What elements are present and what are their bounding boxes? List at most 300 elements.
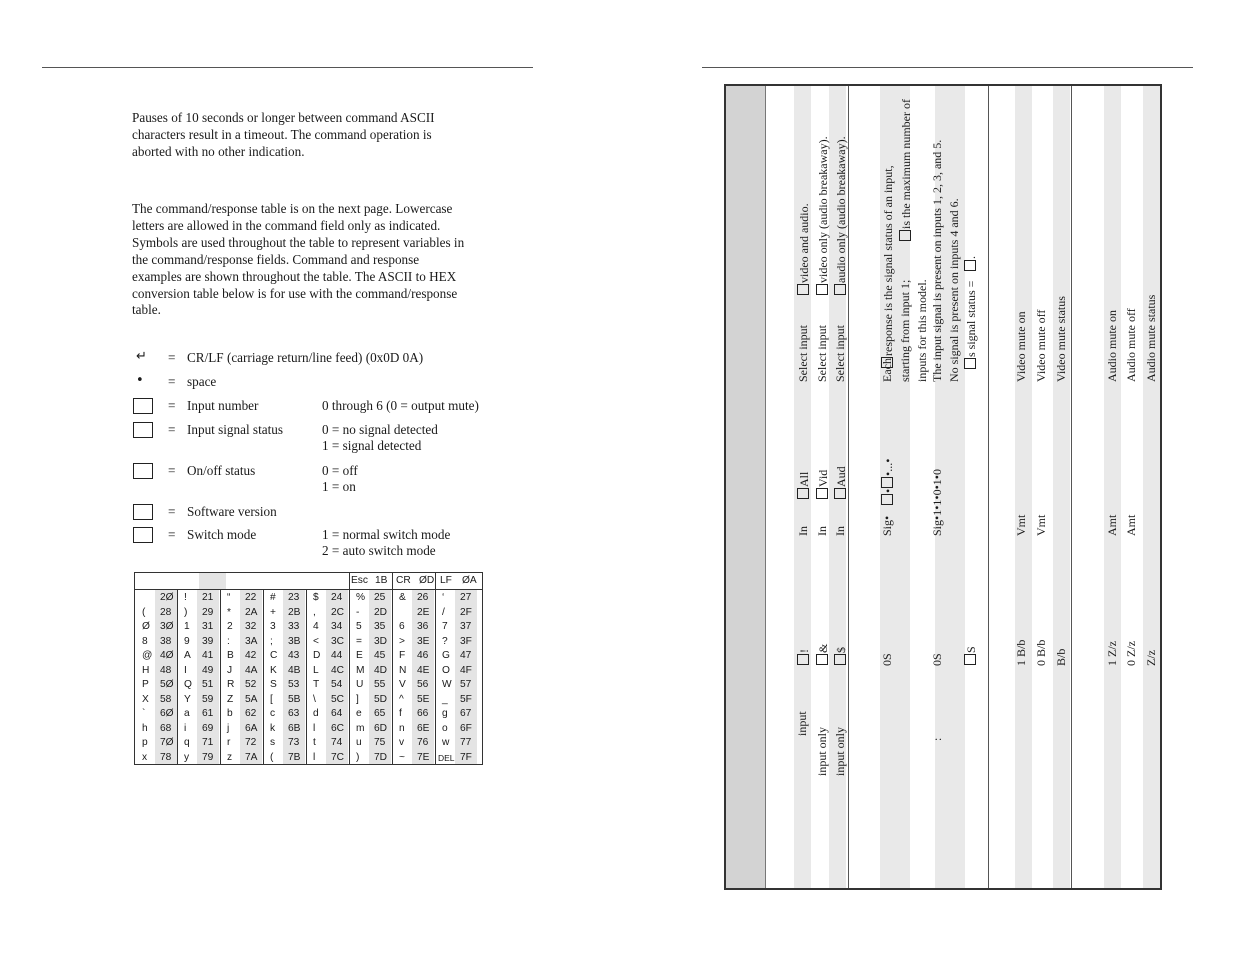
ascii-char-cell: s bbox=[270, 737, 276, 748]
ascii-hex-cell: 5C bbox=[331, 693, 345, 705]
legend-name: On/off status bbox=[187, 463, 256, 478]
ascii-char-cell: i bbox=[184, 722, 187, 734]
cell-text: : bbox=[930, 737, 944, 741]
ascii-hex-cell: 7D bbox=[374, 751, 388, 763]
ascii-char-cell: V bbox=[399, 679, 406, 690]
paragraph-line: letters are allowed in the command field only as indicated. bbox=[132, 217, 441, 233]
ascii-hex-cell: 3D bbox=[374, 635, 388, 647]
ascii-hex-cell: 23 bbox=[288, 592, 300, 603]
ascii-hex-cell: 7A bbox=[245, 751, 258, 763]
rotated-text bbox=[881, 516, 894, 536]
ascii-hex-cell: 6E bbox=[417, 722, 430, 734]
table-intro-paragraph bbox=[132, 201, 532, 319]
rotated-text bbox=[834, 727, 847, 776]
legend-name: CR/LF (carriage return/line feed) (0x0D 0A) bbox=[187, 350, 424, 365]
cell-text: Select input bbox=[815, 325, 829, 382]
cell-text: S bbox=[964, 646, 978, 653]
ascii-char-cell: J bbox=[227, 664, 233, 676]
ascii-hex-cell: 5Ø bbox=[160, 679, 174, 690]
ascii-hex-cell: 6Ø bbox=[160, 708, 174, 719]
variable-box-icon bbox=[816, 654, 828, 665]
variable-box-icon bbox=[797, 488, 809, 499]
section-divider bbox=[988, 86, 989, 888]
cell-text: 0S bbox=[880, 653, 894, 666]
box-icon bbox=[132, 463, 154, 479]
ascii-char-cell: k bbox=[270, 722, 276, 734]
ascii-header-cell: CR bbox=[396, 575, 411, 586]
row-shade-band bbox=[1053, 86, 1070, 888]
ascii-hex-cell: 7C bbox=[331, 751, 345, 763]
legend-equals: = bbox=[168, 463, 176, 478]
rotated-text bbox=[948, 198, 961, 382]
ascii-char-cell: p bbox=[142, 737, 148, 748]
rotated-text bbox=[1106, 310, 1119, 382]
paragraph-line: Symbols are used throughout the table to represent variables in bbox=[132, 234, 465, 250]
rotated-text bbox=[931, 738, 944, 741]
rotated-text bbox=[899, 280, 912, 382]
ascii-hex-cell: 68 bbox=[160, 722, 172, 734]
ascii-hex-cell: 6F bbox=[460, 722, 472, 734]
cell-text: input bbox=[795, 711, 809, 736]
legend-name: Software version bbox=[187, 504, 277, 519]
table-header-band bbox=[726, 86, 766, 888]
ascii-char-cell: h bbox=[142, 722, 148, 734]
ascii-hex-cell: 62 bbox=[245, 708, 257, 719]
ascii-char-cell: : bbox=[227, 635, 230, 647]
ascii-char-cell: r bbox=[227, 737, 231, 748]
rotated-text bbox=[797, 472, 811, 500]
ascii-header-cell: Esc bbox=[351, 575, 368, 586]
ascii-hex-cell: 27 bbox=[460, 592, 472, 603]
cell-text: Vid bbox=[816, 469, 830, 487]
ascii-hex-cell: 43 bbox=[288, 650, 300, 661]
rotated-text bbox=[964, 646, 978, 666]
legend-equals: = bbox=[168, 504, 176, 519]
variable-box-icon bbox=[797, 654, 809, 665]
rotated-text bbox=[797, 203, 811, 296]
ascii-hex-cell: 79 bbox=[202, 751, 214, 763]
ascii-column-divider bbox=[392, 573, 393, 764]
variable-box-icon bbox=[964, 654, 976, 665]
ascii-hex-cell: 74 bbox=[331, 737, 343, 748]
ascii-char-cell: ( bbox=[142, 606, 146, 618]
ascii-hex-cell: 4A bbox=[245, 664, 258, 676]
ascii-hex-cell: 2Ø bbox=[160, 592, 174, 603]
cell-text: Aud bbox=[834, 466, 848, 487]
legend-name: Input signal status bbox=[187, 422, 283, 437]
box-icon bbox=[132, 422, 154, 438]
ascii-hex-cell: 32 bbox=[245, 621, 257, 632]
paragraph-line: characters result in a timeout. The command operation is bbox=[132, 126, 432, 142]
ascii-char-cell: t bbox=[313, 737, 316, 748]
ascii-hex-table bbox=[134, 572, 483, 765]
cell-text: In bbox=[833, 526, 847, 536]
bullet-icon: • bbox=[136, 373, 144, 388]
ascii-hex-cell: 7F bbox=[460, 751, 472, 763]
rotated-text bbox=[881, 489, 895, 506]
ascii-char-cell: v bbox=[399, 737, 405, 748]
ascii-char-cell: + bbox=[270, 606, 276, 618]
ascii-char-cell: , bbox=[313, 606, 316, 618]
ascii-hex-cell: 72 bbox=[245, 737, 257, 748]
rotated-text bbox=[881, 165, 895, 369]
ascii-column-divider bbox=[435, 573, 436, 764]
rotated-text bbox=[931, 653, 944, 666]
ascii-char-cell: w bbox=[442, 737, 450, 748]
rotated-text bbox=[816, 727, 829, 776]
cell-text: s signal status = bbox=[964, 280, 978, 357]
rotated-text bbox=[834, 526, 847, 536]
rotated-text bbox=[1106, 515, 1119, 536]
rotated-text bbox=[816, 136, 830, 296]
variable-box-icon bbox=[881, 357, 893, 368]
ascii-hex-cell: 2A bbox=[245, 606, 258, 618]
ascii-char-cell: x bbox=[142, 751, 148, 763]
section-divider bbox=[1071, 86, 1072, 888]
ascii-hex-cell: 6C bbox=[331, 722, 345, 734]
paragraph-line: the command/response fields. Command and response bbox=[132, 251, 420, 267]
ascii-char-cell: O bbox=[442, 664, 450, 676]
ascii-char-cell: a bbox=[184, 708, 190, 719]
ascii-char-cell: R bbox=[227, 679, 235, 690]
ascii-column-divider bbox=[177, 590, 178, 764]
cell-text: 0 Z/z bbox=[1124, 641, 1138, 666]
cell-text: is the maximum number of bbox=[899, 99, 913, 229]
ascii-hex-cell: 47 bbox=[460, 650, 472, 661]
command-response-table bbox=[724, 84, 1162, 890]
ascii-hex-cell: 2E bbox=[417, 606, 430, 618]
ascii-hex-cell: 77 bbox=[460, 737, 472, 748]
ascii-char-cell: ^ bbox=[399, 693, 404, 705]
cell-text: $ bbox=[834, 647, 848, 653]
ascii-hex-cell: 5A bbox=[245, 693, 258, 705]
paragraph-line: conversion table below is for use with the command/response bbox=[132, 285, 458, 301]
ascii-char-cell: D bbox=[313, 650, 321, 661]
section-divider bbox=[848, 86, 849, 888]
rotated-text bbox=[834, 647, 848, 666]
ascii-column-divider bbox=[349, 573, 350, 764]
cell-text: inputs for this model. bbox=[915, 279, 929, 382]
legend-equals: = bbox=[168, 527, 176, 542]
rotated-text bbox=[1035, 640, 1048, 666]
cell-text: Z/z bbox=[1144, 650, 1158, 666]
ascii-char-cell: d bbox=[313, 708, 319, 719]
paragraph-line: table. bbox=[132, 302, 161, 318]
ascii-hex-cell: 45 bbox=[374, 650, 386, 661]
ascii-char-cell: l bbox=[313, 751, 316, 763]
ascii-column-divider bbox=[306, 590, 307, 764]
ascii-column-divider bbox=[220, 590, 221, 764]
ascii-hex-cell: 38 bbox=[160, 635, 172, 647]
cell-text: Audio mute off bbox=[1124, 308, 1138, 382]
ascii-hex-cell: 76 bbox=[417, 737, 429, 748]
ascii-char-cell: ) bbox=[184, 606, 188, 618]
rotated-text bbox=[1015, 515, 1028, 536]
ascii-char-cell: m bbox=[356, 722, 365, 734]
ascii-hex-cell: 5F bbox=[460, 693, 472, 705]
legend-name: space bbox=[187, 374, 217, 389]
rotated-text bbox=[816, 526, 829, 536]
rotated-text bbox=[816, 470, 830, 500]
ascii-char-cell: 5 bbox=[356, 621, 362, 632]
legend-value: 0 through 6 (0 = output mute) bbox=[322, 398, 479, 413]
ascii-char-cell: E bbox=[356, 650, 363, 661]
ascii-hex-cell: 69 bbox=[202, 722, 214, 734]
variable-box-icon bbox=[964, 358, 976, 369]
ascii-hex-cell: 55 bbox=[374, 679, 386, 690]
rotated-text bbox=[796, 711, 809, 736]
cell-text: input only bbox=[833, 726, 847, 776]
cell-text: Video mute status bbox=[1054, 296, 1068, 382]
ascii-hex-cell: 4E bbox=[417, 664, 430, 676]
legend-equals: = bbox=[168, 374, 176, 389]
ascii-hex-cell: 4Ø bbox=[160, 650, 174, 661]
rotated-text bbox=[1145, 650, 1158, 666]
rotated-text bbox=[797, 649, 811, 666]
ascii-char-cell: Z bbox=[227, 693, 234, 705]
rotated-text bbox=[1015, 640, 1028, 666]
ascii-char-cell: < bbox=[313, 635, 319, 647]
ascii-char-cell: n bbox=[399, 722, 405, 734]
cell-text: In bbox=[796, 526, 810, 536]
cell-text: 0 B/b bbox=[1034, 639, 1048, 666]
ascii-hex-cell: 3Ø bbox=[160, 621, 174, 632]
legend-value: 2 = auto switch mode bbox=[322, 543, 436, 558]
ascii-hex-cell: 2B bbox=[288, 606, 301, 618]
ascii-hex-cell: 33 bbox=[288, 621, 300, 632]
ascii-hex-cell: 6A bbox=[245, 722, 258, 734]
rotated-text bbox=[1106, 641, 1119, 666]
cell-text: •...• bbox=[881, 458, 895, 476]
ascii-hex-cell: 56 bbox=[417, 679, 429, 690]
rotated-text bbox=[881, 459, 895, 489]
ascii-char-cell: b bbox=[227, 708, 233, 719]
rotated-text bbox=[1035, 310, 1048, 382]
ascii-hex-cell: 54 bbox=[331, 679, 343, 690]
ascii-header-cell: ØA bbox=[462, 575, 477, 586]
legend-name: Switch mode bbox=[187, 527, 257, 542]
right-page-top-rule bbox=[702, 67, 1193, 68]
ascii-hex-cell: 57 bbox=[460, 679, 472, 690]
ascii-char-cell: Ø bbox=[142, 621, 150, 632]
ascii-char-cell: / bbox=[442, 606, 445, 618]
variable-box-icon bbox=[834, 488, 846, 499]
ascii-char-cell: 8 bbox=[142, 635, 148, 647]
ascii-hex-cell: 46 bbox=[417, 650, 429, 661]
ascii-char-cell: z bbox=[227, 751, 233, 763]
ascii-hex-cell: 7Ø bbox=[160, 737, 174, 748]
cell-text: B/b bbox=[1054, 648, 1068, 666]
cell-text: Each bbox=[880, 358, 894, 382]
ascii-hex-cell: 67 bbox=[460, 708, 472, 719]
ascii-hex-cell: 4C bbox=[331, 664, 345, 676]
return-arrow-icon: ↵ bbox=[136, 349, 147, 364]
ascii-hex-cell: 7E bbox=[417, 751, 430, 763]
ascii-hex-cell: 3C bbox=[331, 635, 345, 647]
ascii-hex-cell: 71 bbox=[202, 737, 214, 748]
variable-box-icon bbox=[964, 260, 976, 271]
ascii-hex-cell: 31 bbox=[202, 621, 214, 632]
paragraph-line: The command/response table is on the next page. Lowercase bbox=[132, 201, 453, 216]
ascii-hex-cell: 51 bbox=[202, 679, 214, 690]
cell-text: & bbox=[816, 643, 830, 653]
variable-box-icon bbox=[881, 494, 893, 505]
ascii-hex-cell: 7B bbox=[288, 751, 301, 763]
ascii-hex-cell: 6D bbox=[374, 722, 388, 734]
cell-text: response is the signal status of an input, bbox=[881, 165, 895, 356]
left-page-top-rule bbox=[42, 67, 533, 68]
variable-box-icon bbox=[899, 230, 911, 241]
ascii-hex-cell: 5B bbox=[288, 693, 301, 705]
ascii-char-cell: F bbox=[399, 650, 406, 661]
ascii-char-cell: [ bbox=[270, 693, 273, 705]
rotated-text bbox=[899, 99, 913, 242]
ascii-hex-cell: 42 bbox=[245, 650, 257, 661]
cell-text: Video mute off bbox=[1034, 309, 1048, 382]
cell-text: Select input bbox=[796, 325, 810, 382]
row-shade-band bbox=[1143, 86, 1160, 888]
ascii-char-cell: 1 bbox=[184, 621, 190, 632]
rotated-text bbox=[916, 279, 929, 382]
ascii-hex-cell: 36 bbox=[417, 621, 429, 632]
ascii-char-cell: ` bbox=[142, 708, 146, 719]
ascii-hex-cell: 3F bbox=[460, 635, 472, 647]
ascii-char-cell: L bbox=[313, 664, 319, 676]
rotated-text bbox=[1145, 295, 1158, 382]
ascii-hex-cell: 37 bbox=[460, 621, 472, 632]
ascii-char-cell: 6 bbox=[399, 621, 405, 632]
rotated-text bbox=[1125, 641, 1138, 666]
rotated-text bbox=[1125, 515, 1138, 536]
ascii-char-cell: u bbox=[356, 737, 362, 748]
ascii-char-cell: q bbox=[184, 737, 190, 748]
ascii-char-cell: - bbox=[356, 606, 360, 618]
variable-box-icon bbox=[834, 654, 846, 665]
cell-text: No signal is present on inputs 4 and 6. bbox=[947, 198, 961, 382]
rotated-text bbox=[816, 644, 830, 666]
rotated-text bbox=[834, 136, 848, 296]
rotated-text bbox=[797, 526, 810, 536]
rotated-text bbox=[931, 140, 944, 382]
ascii-char-cell: ! bbox=[184, 592, 187, 603]
paragraph-line: aborted with no other indication. bbox=[132, 143, 305, 159]
ascii-char-cell: j bbox=[227, 722, 230, 734]
cell-text: Vmt bbox=[1014, 514, 1028, 536]
ascii-hex-cell: 22 bbox=[245, 592, 257, 603]
ascii-hex-cell: 58 bbox=[160, 693, 172, 705]
variable-box-icon bbox=[881, 477, 893, 488]
cell-text: All bbox=[797, 471, 811, 487]
legend-equals: = bbox=[168, 350, 176, 365]
ascii-hex-cell: 34 bbox=[331, 621, 343, 632]
ascii-char-cell: ~ bbox=[399, 751, 405, 763]
ascii-hex-cell: 66 bbox=[417, 708, 429, 719]
ascii-hex-cell: 25 bbox=[374, 592, 386, 603]
ascii-char-cell: W bbox=[442, 679, 452, 690]
ascii-char-cell: T bbox=[313, 679, 320, 690]
rotated-text bbox=[1055, 296, 1068, 382]
cell-text: video and audio. bbox=[797, 203, 811, 283]
cell-text: Video mute on bbox=[1014, 311, 1028, 382]
ascii-char-cell: ] bbox=[356, 693, 359, 705]
ascii-char-cell: _ bbox=[442, 693, 448, 705]
ascii-char-cell: # bbox=[270, 592, 276, 603]
ascii-char-cell: I bbox=[184, 664, 187, 676]
ascii-char-cell: $ bbox=[313, 592, 319, 603]
legend-value: 1 = on bbox=[322, 479, 356, 494]
rotated-text bbox=[797, 325, 810, 382]
ascii-char-cell: B bbox=[227, 650, 234, 661]
ascii-char-cell: G bbox=[442, 650, 450, 661]
ascii-hex-cell: 26 bbox=[417, 592, 429, 603]
ascii-hex-cell: 73 bbox=[288, 737, 300, 748]
ascii-char-cell: e bbox=[356, 708, 362, 719]
cell-text: . bbox=[964, 256, 978, 259]
ascii-hex-cell: 28 bbox=[160, 606, 172, 618]
ascii-char-cell: l bbox=[313, 722, 316, 734]
rotated-text bbox=[1125, 308, 1138, 382]
rotated-text bbox=[881, 653, 894, 666]
ascii-char-cell: \ bbox=[313, 693, 316, 705]
legend-value: 1 = normal switch mode bbox=[322, 527, 451, 542]
ascii-hex-cell: 63 bbox=[288, 708, 300, 719]
ascii-header-cell: ØD bbox=[419, 575, 435, 586]
ascii-hex-cell: 52 bbox=[245, 679, 257, 690]
legend-equals: = bbox=[168, 398, 176, 413]
ascii-char-cell: ? bbox=[442, 635, 448, 647]
ascii-char-cell: C bbox=[270, 650, 278, 661]
ascii-char-cell: ‘ bbox=[442, 592, 445, 603]
ascii-hex-cell: 4B bbox=[288, 664, 301, 676]
ascii-char-cell: g bbox=[442, 708, 448, 719]
ascii-hex-cell: 2C bbox=[331, 606, 345, 618]
ascii-char-cell: y bbox=[184, 751, 190, 763]
cell-text: input only bbox=[815, 726, 829, 776]
ascii-hex-cell: 75 bbox=[374, 737, 386, 748]
ascii-hex-cell: 61 bbox=[202, 708, 214, 719]
rotated-text bbox=[1035, 515, 1048, 536]
ascii-char-cell: Y bbox=[184, 693, 191, 705]
ascii-hex-cell: 4D bbox=[374, 664, 388, 676]
cell-text: starting from input 1; bbox=[898, 279, 912, 382]
ascii-hex-cell: 6B bbox=[288, 722, 301, 734]
variable-box-icon bbox=[834, 284, 846, 295]
cell-text: Vmt bbox=[1034, 514, 1048, 536]
ascii-hex-cell: 44 bbox=[331, 650, 343, 661]
cell-text: Audio mute on bbox=[1105, 310, 1119, 382]
ascii-hex-cell: 5D bbox=[374, 693, 388, 705]
ascii-char-cell: ( bbox=[270, 751, 274, 763]
ascii-hex-cell: 4F bbox=[460, 664, 472, 676]
ascii-char-cell: & bbox=[399, 592, 406, 603]
ascii-hex-cell: 29 bbox=[202, 606, 214, 618]
legend-equals: = bbox=[168, 422, 176, 437]
ascii-char-cell: ; bbox=[270, 635, 273, 647]
ascii-char-cell: DEL bbox=[438, 752, 455, 763]
ascii-char-cell: o bbox=[442, 722, 448, 734]
cell-text: Sig•1•1•0•1•0 bbox=[930, 468, 944, 536]
variable-box-icon bbox=[797, 284, 809, 295]
rotated-text bbox=[834, 466, 848, 500]
ascii-char-cell: 9 bbox=[184, 635, 190, 647]
rotated-text bbox=[964, 256, 978, 272]
ascii-char-cell: f bbox=[399, 708, 402, 719]
row-shade-band bbox=[1104, 86, 1121, 888]
ascii-hex-cell: 35 bbox=[374, 621, 386, 632]
row-shade-band bbox=[1015, 86, 1032, 888]
box-icon bbox=[132, 504, 154, 520]
timeout-paragraph bbox=[132, 110, 532, 161]
